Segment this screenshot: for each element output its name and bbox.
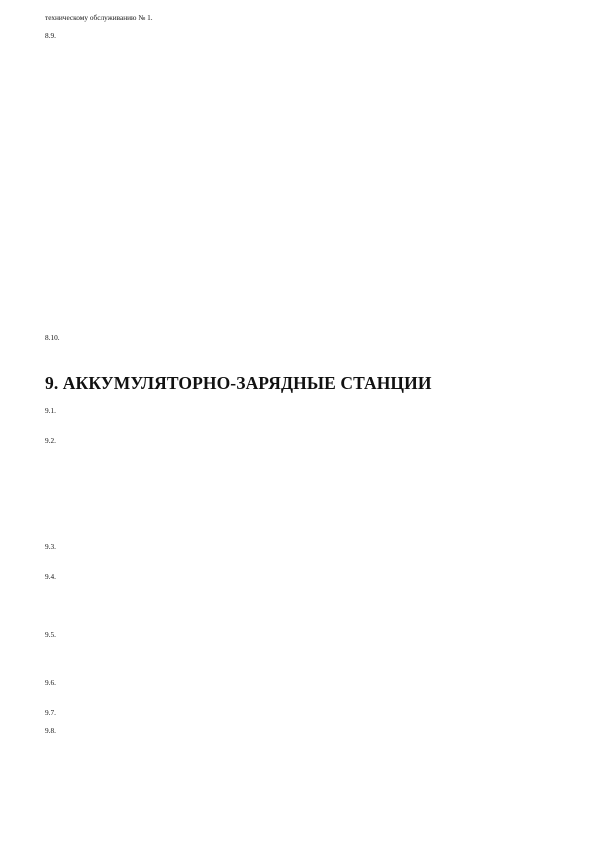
top-continuation-text: техническому обслуживанию № 1. — [45, 13, 153, 22]
paragraph-9-2-item — [45, 464, 557, 486]
paragraph-9-8 — [45, 725, 557, 747]
paragraph-9-5-item — [45, 659, 557, 670]
paragraph-9-1 — [45, 405, 557, 427]
paragraph-number: 9.6. — [45, 678, 56, 688]
paragraph-number: 9.5. — [45, 630, 56, 640]
paragraph-number: 9.7. — [45, 707, 56, 717]
paragraph-8-9-item — [45, 78, 557, 89]
paragraph-9-7 — [45, 707, 557, 718]
paragraph-8-9 — [45, 30, 557, 41]
paragraph-number: 9.8. — [45, 725, 56, 735]
paragraph-9-5 — [45, 629, 557, 651]
paragraph-8-9-item — [45, 49, 557, 71]
paragraph-number: 8.9. — [45, 31, 56, 41]
paragraph-number: 9.2. — [45, 435, 56, 445]
paragraph-8-9-item — [45, 218, 557, 240]
paragraph-8-9-item — [45, 97, 557, 119]
paragraph-8-9-item — [45, 181, 557, 192]
paragraph-8-9-item — [45, 163, 557, 174]
paragraph-8-9-item — [45, 247, 557, 269]
paragraph-9-4 — [45, 571, 557, 593]
section-9-heading: 9. АККУМУЛЯТОРНО-ЗАРЯДНЫЕ СТАНЦИИ — [45, 373, 432, 394]
paragraph-9-2-item — [45, 523, 557, 534]
paragraph-8-9-item — [45, 126, 557, 137]
paragraph-9-6 — [45, 677, 557, 699]
paragraph-9-3 — [45, 541, 557, 563]
paragraph-number: 8.10. — [45, 332, 60, 342]
section-8-body — [45, 30, 557, 364]
paragraph-8-10 — [45, 332, 557, 365]
paragraph-number: 9.3. — [45, 542, 56, 552]
paragraph-number: 9.1. — [45, 406, 56, 416]
section-9-body — [45, 405, 557, 747]
paragraph-8-9-item — [45, 295, 557, 306]
paragraph-8-9-item — [45, 200, 557, 211]
paragraph-9-2-item — [45, 493, 557, 515]
paragraph-number: 9.4. — [45, 571, 56, 581]
paragraph-8-9-item — [45, 144, 557, 155]
paragraph-8-9-item — [45, 277, 557, 288]
paragraph-8-9-item — [45, 313, 557, 324]
paragraph-9-2 — [45, 435, 557, 457]
paragraph-9-4-item — [45, 600, 557, 622]
